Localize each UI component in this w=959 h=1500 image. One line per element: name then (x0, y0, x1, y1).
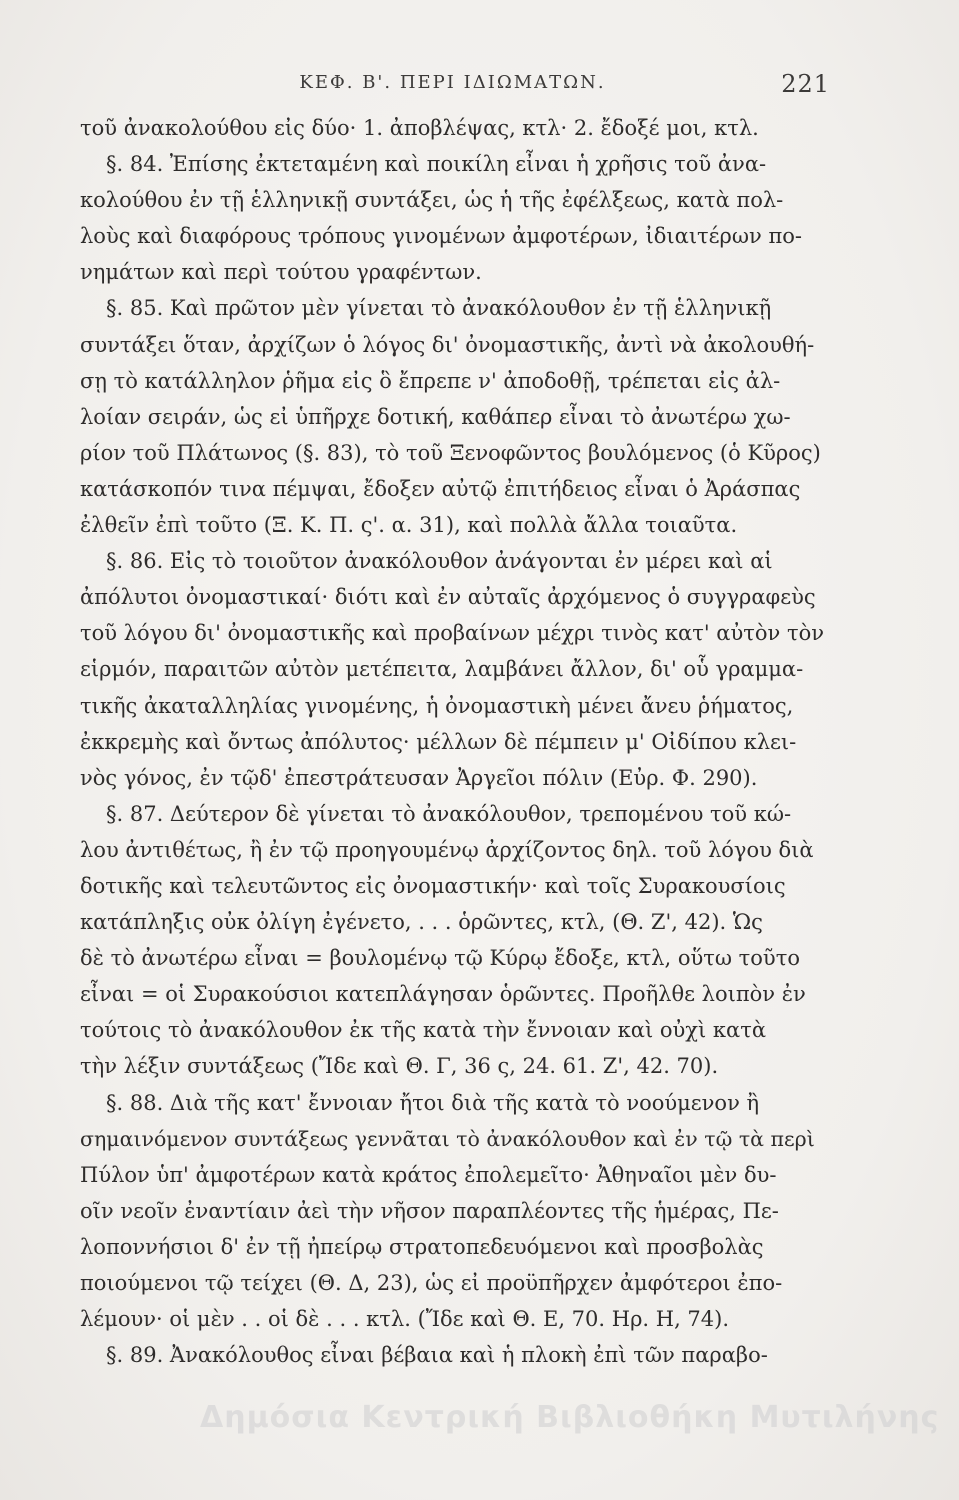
text-line: κατάπληξις οὐκ ὀλίγη ἐγένετο, . . . ὁρῶντες, κτλ, (Θ. Ζ', 42). Ὡς (80, 910, 763, 935)
text-line: λου ἀντιθέτως, ἢ ἐν τῷ προηγουμένῳ ἀρχίζοντος δηλ. τοῦ λόγου διὰ (80, 837, 814, 862)
text-line: συντάξει ὅταν, ἀρχίζων ὁ λόγος δι' ὀνομαστικῆς, ἀντὶ νὰ ἀκολουθή- (80, 332, 815, 357)
text-line: σημαινόμενον συντάξεως γεννᾶται τὸ ἀνακόλουθον καὶ ἐν τῷ τὰ περὶ (80, 1126, 815, 1151)
text-line: τικῆς ἀκαταλληλίας γινομένης, ἡ ὀνομαστικὴ μένει ἄνευ ῥήματος, (80, 693, 794, 718)
text-line: ἐλθεῖν ἐπὶ τοῦτο (Ξ. Κ. Π. ς'. α. 31), καὶ πολλὰ ἄλλα τοιαῦτα. (80, 513, 738, 538)
text-line: §. 84. Ἐπίσης ἐκτεταμένη καὶ ποικίλη εἶναι ἡ χρῆσις τοῦ ἀνα- (106, 152, 767, 177)
text-line: ρίον τοῦ Πλάτωνος (§. 83), τὸ τοῦ Ξενοφῶντος βουλόμενος (ὁ Κῦρος) (80, 440, 821, 465)
body-text (80, 110, 825, 1373)
text-line: τοῦ ἀνακολούθου εἰς δύο· 1. ἀποβλέψας, κτλ· 2. ἔδοξέ μοι, κτλ. (80, 116, 759, 140)
text-line: ἀπόλυτοι ὀνομαστικαί· διότι καὶ ἐν αὐταῖς ἀρχόμενος ὁ συγγραφεὺς (80, 585, 816, 610)
text-line: ποιούμενοι τῷ τείχει (Θ. Δ, 23), ὡς εἰ προϋπῆρχεν ἀμφότεροι ἐπο- (80, 1271, 783, 1295)
text-line: κατάσκοπόν τινα πέμψαι, ἔδοξεν αὐτῷ ἐπιτήδειος εἶναι ὁ Ἀράσπας (80, 476, 801, 501)
text-line: δοτικῆς καὶ τελευτῶντος εἰς ὀνομαστικήν· καὶ τοῖς Συρακουσίοις (80, 873, 786, 898)
text-line: §. 88. Διὰ τῆς κατ' ἔννοιαν ἤτοι διὰ τῆς κατὰ τὸ νοούμενον ἢ (106, 1090, 760, 1115)
running-head (80, 62, 830, 102)
text-line: §. 85. Καὶ πρῶτον μὲν γίνεται τὸ ἀνακόλουθον ἐν τῇ ἑλληνικῇ (106, 296, 772, 321)
text-line: λοίαν σειράν, ὡς εἰ ὑπῆρχε δοτική, καθάπερ εἶναι τὸ ἀνωτέρω χω- (80, 404, 791, 429)
text-line: §. 89. Ἀνακόλουθος εἶναι βέβαια καὶ ἡ πλοκὴ ἐπὶ τῶν παραβο- (106, 1343, 768, 1368)
text-line: §. 87. Δεύτερον δὲ γίνεται τὸ ἀνακόλουθον, τρεπομένου τοῦ κώ- (106, 801, 792, 826)
text-line: τούτοις τὸ ἀνακόλουθον ἐκ τῆς κατὰ τὴν ἔννοιαν καὶ οὐχὶ κατὰ (80, 1018, 767, 1043)
text-line: §. 86. Εἰς τὸ τοιοῦτον ἀνακόλουθον ἀνάγονται ἐν μέρει καὶ αἱ (106, 549, 773, 574)
text-line: λέμουν· οἱ μὲν . . οἱ δὲ . . . κτλ. (Ἴδε καὶ Θ. Ε, 70. Ηρ. Η, 74). (80, 1307, 730, 1332)
text-line: οῖν νεοῖν ἐναντίαιν ἀεὶ τὴν νῆσον παραπλέοντες τῆς ἡμέρας, Πε- (80, 1198, 779, 1223)
library-watermark: Δημόσια Κεντρική Βιβλιοθήκη Μυτιλήνης (200, 1400, 940, 1435)
text-line: σῃ τὸ κατάλληλον ῥῆμα εἰς ὃ ἔπρεπε ν' ἀποδοθῇ, τρέπεται εἰς ἀλ- (80, 368, 781, 393)
text-line: εἱρμόν, παραιτῶν αὐτὸν μετέπειτα, λαμβάνει ἄλλον, δι' οὗ γραμμα- (80, 657, 804, 682)
text-line: λοὺς καὶ διαφόρους τρόπους γινομένων ἀμφοτέρων, ἰδιαιτέρων πο- (80, 224, 803, 249)
text-line: δὲ τὸ ἀνωτέρω εἶναι = βουλομένῳ τῷ Κύρῳ ἔδοξε, κτλ, οὕτω τοῦτο (80, 946, 800, 971)
text-line: λοποννήσιοι δ' ἐν τῇ ἠπείρῳ στρατοπεδευόμενοι καὶ προσβολὰς (80, 1234, 764, 1259)
text-line: εἶναι = οἱ Συρακούσιοι κατεπλάγησαν ὁρῶντες. Προῆλθε λοιπὸν ἐν (80, 982, 806, 1007)
page-number: 221 (781, 70, 830, 98)
text-line: τὴν λέξιν συντάξεως (Ἴδε καὶ Θ. Γ, 36 ς, 24. 61. Ζ', 42. 70). (80, 1054, 719, 1079)
text-line: ἐκκρεμὴς καὶ ὄντως ἀπόλυτος· μέλλων δὲ πέμπειν μ' Οἰδίπου κλει- (80, 729, 797, 754)
text-line: κολούθου ἐν τῇ ἑλληνικῇ συντάξει, ὡς ἡ τῆς ἐφέλξεως, κατὰ πολ- (80, 188, 784, 213)
text-line: Πύλον ὑπ' ἀμφοτέρων κατὰ κράτος ἐπολεμεῖτο· Ἀθηναῖοι μὲν δυ- (80, 1162, 777, 1187)
text-line: τοῦ λόγου δι' ὀνομαστικῆς καὶ προβαίνων μέχρι τινὸς κατ' αὐτὸν τὸν (80, 621, 824, 646)
text-line: νημάτων καὶ περὶ τούτου γραφέντων. (80, 260, 482, 285)
text-line: νὸς γόνος, ἐν τῷδ' ἐπεστράτευσαν Ἀργεῖοι πόλιν (Εὐρ. Φ. 290). (80, 765, 758, 790)
running-title: ΚΕΦ. Β'. ΠΕΡΙ ΙΔΙΩΜΑΤΩΝ. (299, 72, 606, 93)
